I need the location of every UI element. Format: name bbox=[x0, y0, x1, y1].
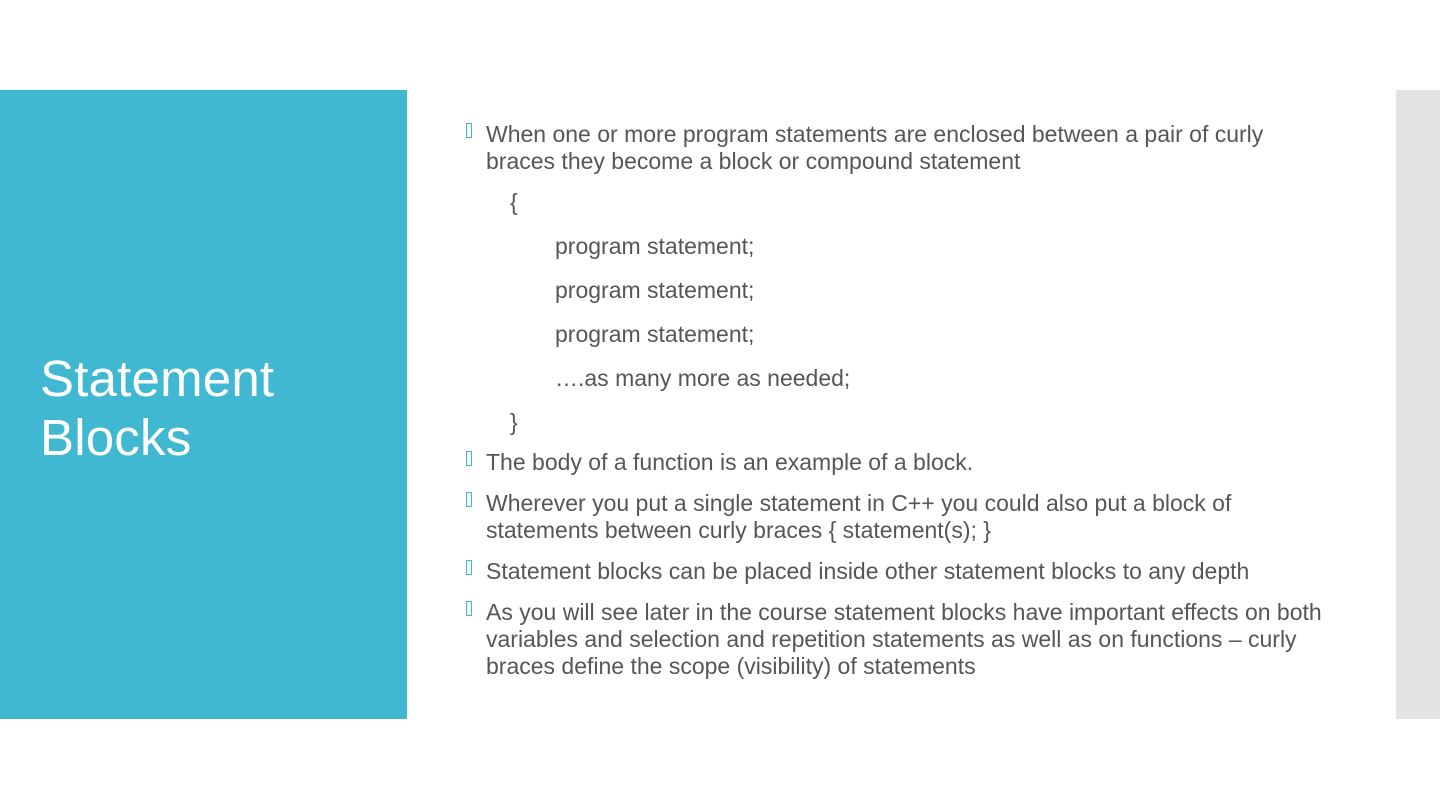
bullet-text: Wherever you put a single statement in C++ you could also put a block of statements between curly braces { statement(s); } bbox=[486, 490, 1232, 543]
code-open-brace: { bbox=[510, 189, 518, 215]
code-close-brace: } bbox=[510, 409, 518, 435]
code-line: program statement; bbox=[555, 277, 755, 303]
slide-title-line1: Statement bbox=[40, 350, 275, 407]
bullet-marker-icon bbox=[466, 601, 472, 616]
slide-title-line2: Blocks bbox=[40, 409, 192, 466]
title-panel bbox=[0, 90, 407, 719]
bullet-text: Statement blocks can be placed inside other statement blocks to any depth bbox=[486, 558, 1250, 584]
code-example bbox=[466, 189, 1326, 436]
code-line: ….as many more as needed; bbox=[555, 365, 851, 391]
bullet-item bbox=[466, 449, 1326, 476]
bullet-marker-icon bbox=[466, 451, 472, 466]
bullet-text: When one or more program statements are enclosed between a pair of curly braces they become a block or compound statement bbox=[486, 121, 1264, 174]
bullet-item bbox=[466, 599, 1326, 680]
code-line: program statement; bbox=[555, 233, 755, 259]
slide-content bbox=[466, 121, 1326, 694]
bullet-marker-icon bbox=[466, 123, 472, 138]
code-line: program statement; bbox=[555, 321, 755, 347]
bullet-item bbox=[466, 121, 1326, 175]
slide-title bbox=[40, 349, 400, 467]
right-decorative-bar bbox=[1396, 90, 1440, 719]
bullet-marker-icon bbox=[466, 492, 472, 507]
bullet-text: As you will see later in the course statement blocks have important effects on both variables and selection and repetition statements as well as on functions – curly braces define the scope (visibility) of statements bbox=[486, 599, 1322, 679]
bullet-text: The body of a function is an example of a block. bbox=[486, 449, 974, 475]
bullet-item bbox=[466, 558, 1326, 585]
bullet-marker-icon bbox=[466, 560, 472, 575]
bullet-item bbox=[466, 490, 1326, 544]
